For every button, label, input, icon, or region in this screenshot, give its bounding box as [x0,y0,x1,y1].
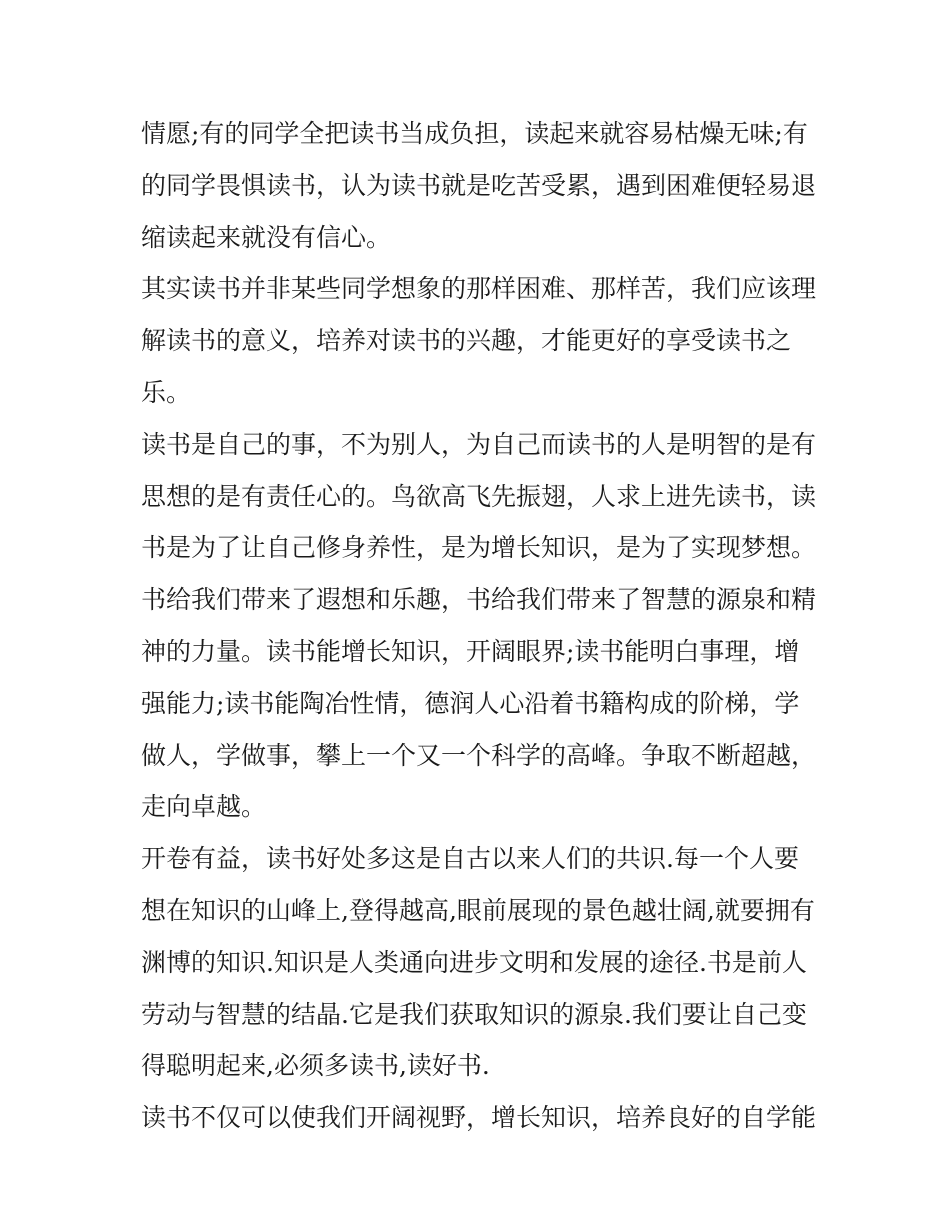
text-line: 乐。 [141,377,192,407]
text-line: 书给我们带来了遐想和乐趣，书给我们带来了智慧的源泉和精 [141,585,817,615]
text-line: 解读书的意义，培养对读书的兴趣，才能更好的享受读书之 [141,326,792,356]
text-line: 情愿;有的同学全把读书当成负担，读起来就容易枯燥无味;有 [141,119,808,148]
text-line: 其实读书并非某些同学想象的那样困难、那样苦，我们应该理 [141,274,817,304]
text-line: 书是为了让自己修身养性，是为增长知识，是为了实现梦想。 [141,533,817,563]
text-line: 渊博的知识.知识是人类通向进步文明和发展的途径.书是前人 [141,947,807,977]
text-line: 缩读起来就没有信心。 [141,222,392,252]
text-line: 劳动与智慧的结晶.它是我们获取知识的源泉.我们要让自己变 [141,999,807,1029]
text-line: 神的力量。读书能增长知识，开阔眼界;读书能明白事理，增 [141,636,800,666]
paragraph [141,1092,821,1144]
text-line: 想在知识的山峰上,登得越高,眼前展现的景色越壮阔,就要拥有 [141,895,815,925]
text-line: 读书是自己的事，不为别人，为自己而读书的人是明智的是有 [141,429,817,459]
text-line: 开卷有益，读书好处多这是自古以来人们的共识.每一个人要 [141,844,799,874]
paragraph [141,263,821,418]
text-line: 走向卓越。 [141,792,267,822]
body-text [141,108,821,1144]
text-line: 得聪明起来,必须多读书,读好书. [141,1051,490,1081]
text-line: 强能力;读书能陶冶性情，德润人心沿着书籍构成的阶梯，学 [141,688,800,718]
paragraph [141,419,821,833]
text-line: 做人，学做事，攀上一个又一个科学的高峰。争取不断超越， [141,740,817,770]
text-line: 思想的是有责任心的。鸟欲高飞先振翅，人求上进先读书，读 [141,481,817,511]
paragraph [141,833,821,1092]
paragraph [141,108,821,263]
text-line: 的同学畏惧读书，认为读书就是吃苦受累，遇到困难便轻易退 [141,170,817,200]
text-line: 读书不仅可以使我们开阔视野，增长知识，培养良好的自学能 [141,1103,817,1133]
